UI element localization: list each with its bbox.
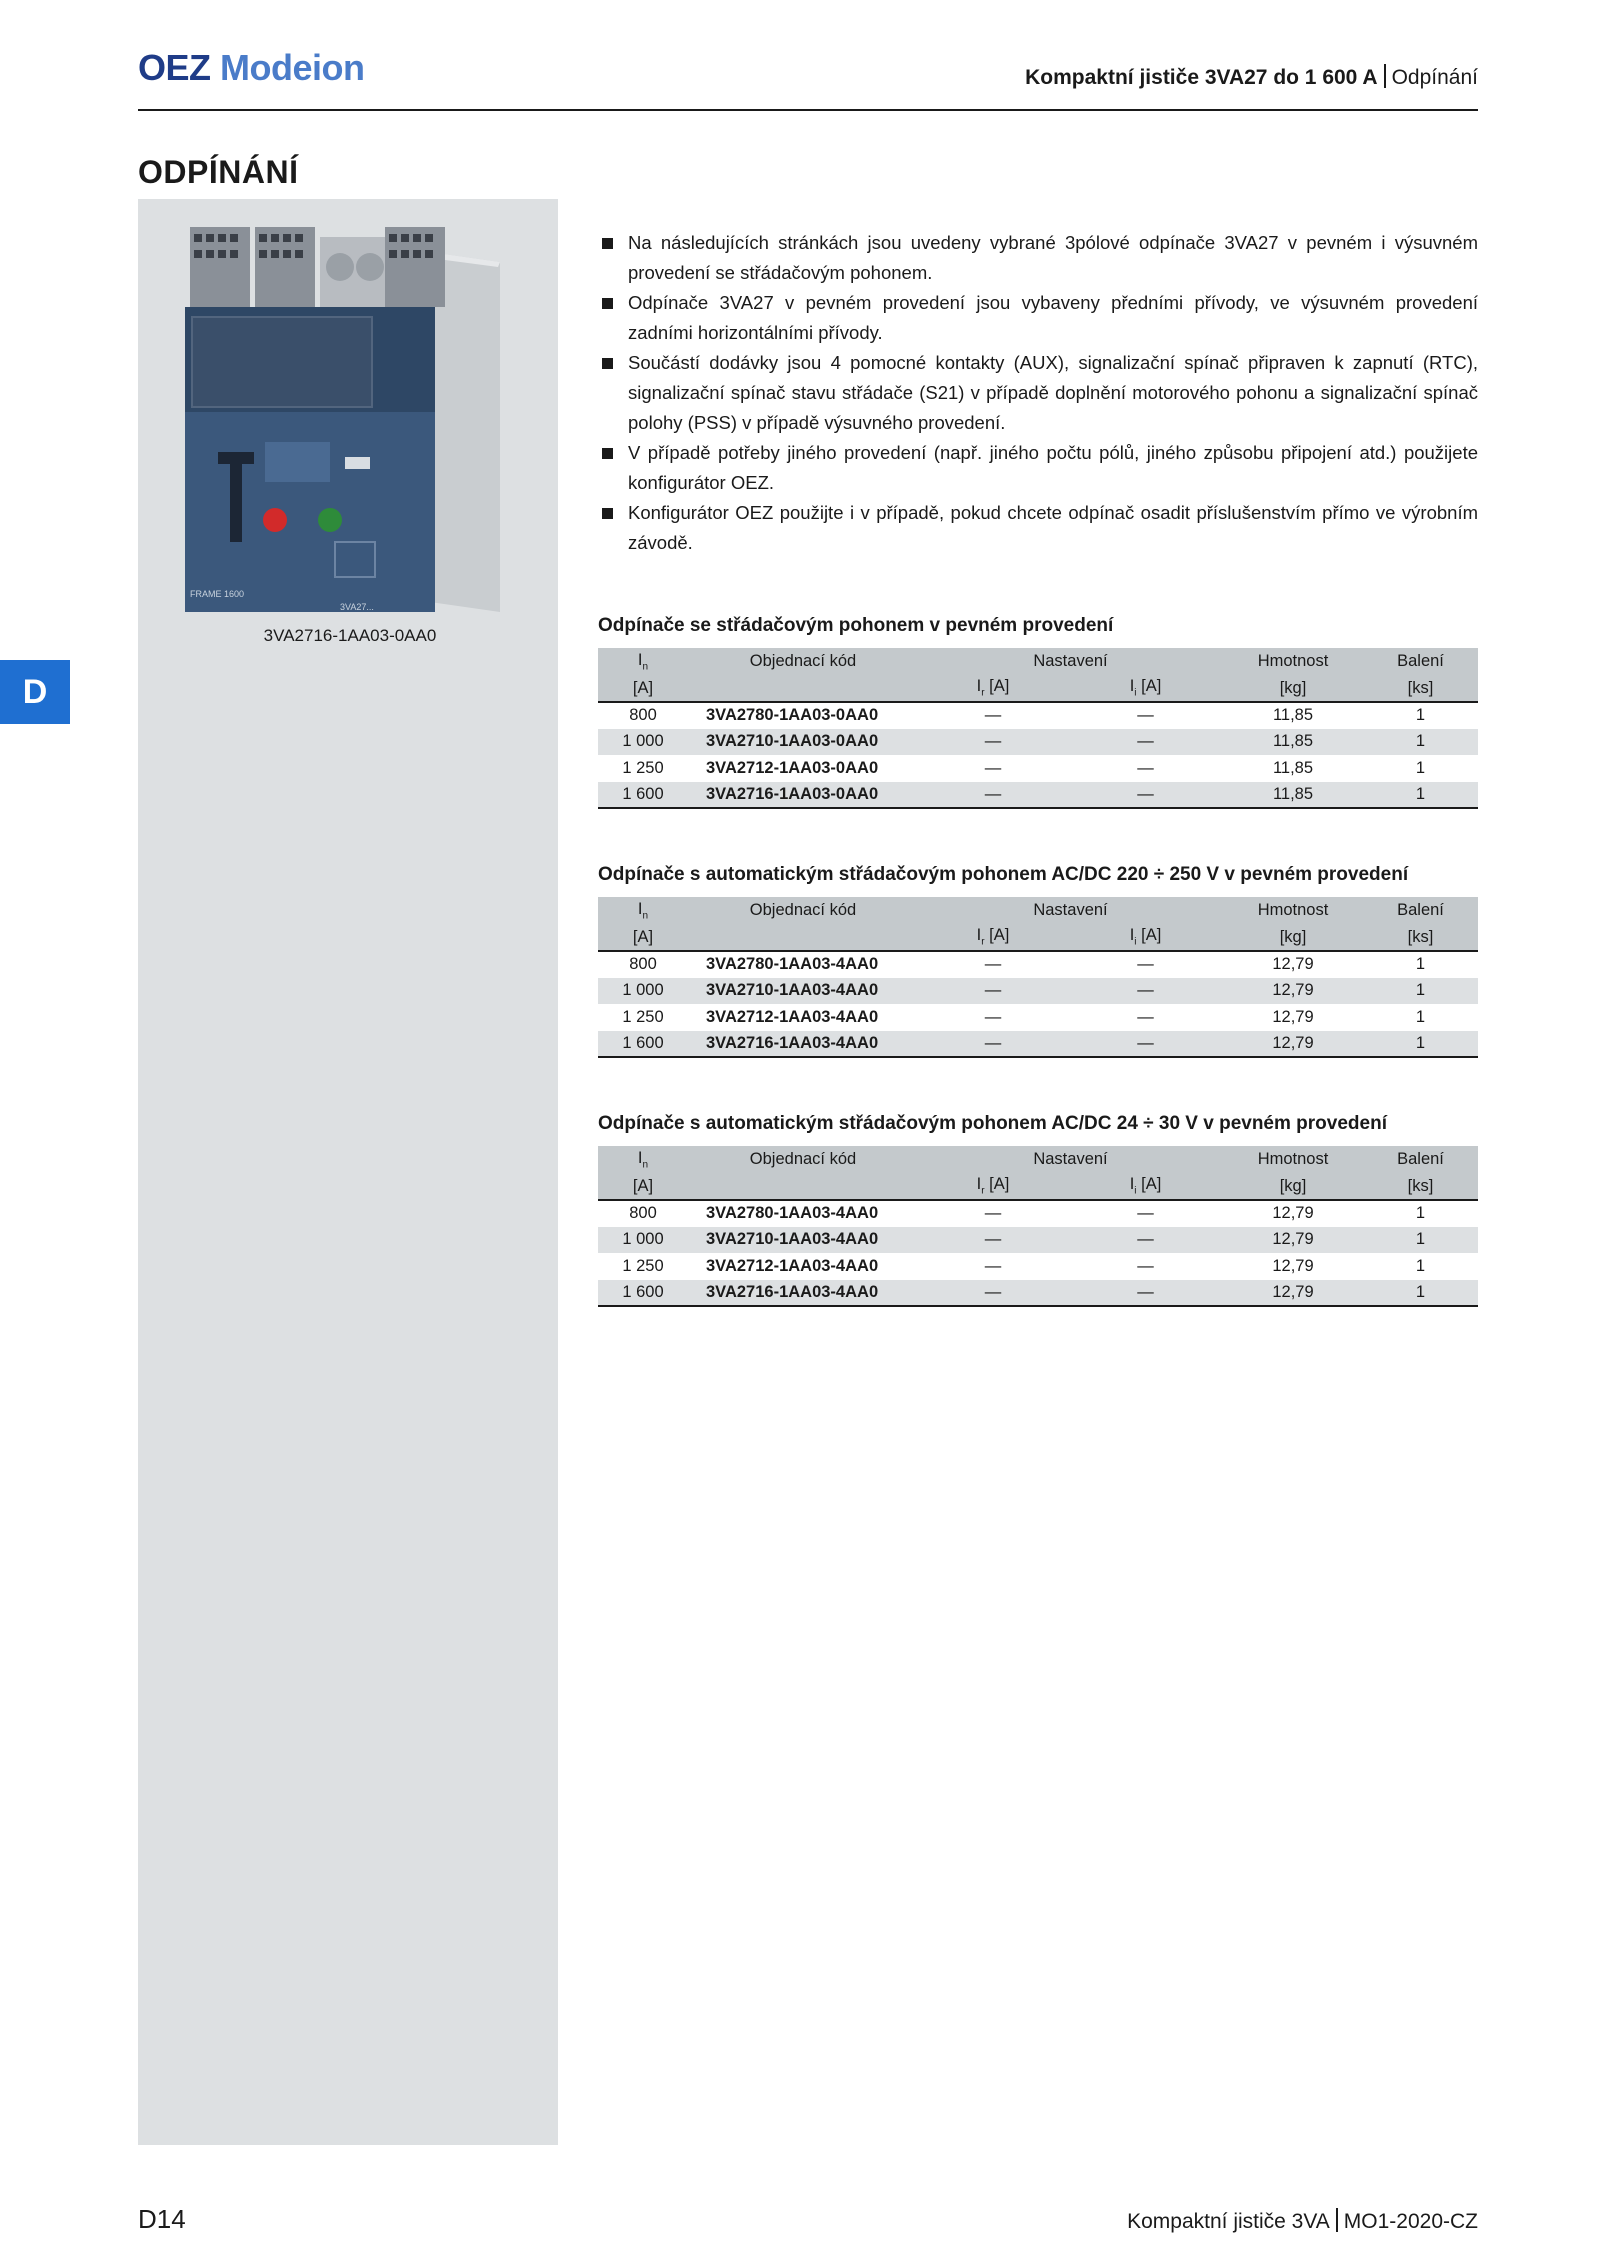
- bullet-item: [600, 438, 1478, 498]
- col-code-header: Objednací kód: [749, 652, 857, 670]
- cell-ir: —: [918, 1280, 1068, 1307]
- logo-brand: OEZ: [138, 47, 211, 88]
- col-weight-unit: [kg]: [1223, 1173, 1363, 1200]
- col-weight-header: Hmotnost: [1257, 652, 1329, 670]
- cell-ir: —: [984, 732, 1002, 751]
- cell-ii: —: [1137, 732, 1154, 751]
- table-row: [598, 782, 1478, 809]
- table-row: [598, 951, 1478, 978]
- table-title: Odpínače se střádačovým pohonem v pevném provedení: [598, 615, 1114, 636]
- cell-ir: —: [918, 1031, 1068, 1058]
- col-in-header: $I_n$: [637, 1148, 649, 1171]
- col-in-header: $I_n$: [637, 650, 649, 673]
- cell-weight: 11,85: [1272, 732, 1314, 751]
- square-bullet-icon: [602, 298, 613, 309]
- cell-pack: 1: [1415, 981, 1426, 1000]
- page-number: D14: [138, 2204, 186, 2234]
- col-ii-unit: $I_i$ [A]: [1068, 924, 1223, 951]
- cell-pack: 1: [1415, 955, 1426, 974]
- cell-ii: —: [1137, 706, 1154, 725]
- cell-pack: 1: [1415, 1007, 1426, 1026]
- cell-ii: —: [1137, 1256, 1154, 1275]
- bullet-text: Součástí dodávky jsou 4 pomocné kontakty (AUX), signalizační spínač připraven k zapnutí (RTC), signalizační spínač stavu střádače (S21) v případě doplnění motorového pohonu a signalizační spínač polohy (PSS) v případě výsuvného provedení.: [628, 352, 1478, 433]
- table-header-row: [598, 1146, 1478, 1173]
- cell-in: 1 000: [622, 732, 664, 751]
- cell-ir: —: [984, 1204, 1002, 1223]
- table-row: [598, 1227, 1478, 1254]
- cell-pack: 1: [1415, 732, 1426, 751]
- table-title: Odpínače s automatickým střádačovým pohonem AC/DC 220 ÷ 250 V v pevném provedení: [598, 864, 1409, 885]
- cell-pack: 1: [1415, 1230, 1426, 1249]
- cell-ii: —: [1068, 1031, 1223, 1058]
- cell-ir: —: [984, 706, 1002, 725]
- cell-ii: —: [1137, 758, 1154, 777]
- table-block-1: [598, 614, 1478, 809]
- cell-weight: 11,85: [1272, 758, 1314, 777]
- table-unit-row: [598, 675, 1478, 702]
- cell-pack: 1: [1415, 758, 1426, 777]
- table-row: [598, 702, 1478, 729]
- header-separator: [1384, 64, 1386, 88]
- cell-ir: —: [984, 981, 1002, 1000]
- circuit-breaker-image: [180, 222, 515, 617]
- bullet-item: [600, 288, 1478, 348]
- cell-in: 800: [629, 955, 657, 974]
- cell-in: 1 600: [598, 782, 688, 809]
- intro-bullet-list: [600, 228, 1478, 558]
- cell-pack: 1: [1363, 1280, 1478, 1307]
- logo-product: Modeion: [220, 47, 365, 88]
- cell-order-code: 3VA2712-1AA03-4AA0: [706, 1007, 879, 1026]
- square-bullet-icon: [602, 358, 613, 369]
- col-code-header: Objednací kód: [749, 901, 857, 919]
- cell-order-code: 3VA2780-1AA03-4AA0: [706, 1204, 879, 1223]
- cell-ii: —: [1137, 981, 1154, 1000]
- col-code-header: Objednací kód: [749, 1150, 857, 1168]
- cell-ir: —: [984, 955, 1002, 974]
- cell-weight: 12,79: [1272, 1204, 1314, 1223]
- table-unit-row: [598, 924, 1478, 951]
- cell-ii: —: [1137, 1007, 1154, 1026]
- table-block-2: [598, 863, 1478, 1058]
- bullet-item: [600, 348, 1478, 438]
- header-section: Odpínání: [1391, 66, 1478, 89]
- col-pack-header: Balení: [1397, 652, 1444, 670]
- footer-separator: [1336, 2208, 1338, 2232]
- table-row: [598, 1200, 1478, 1227]
- col-ir-unit: $I_r$ [A]: [918, 1173, 1068, 1200]
- oez-modeion-logo: [138, 47, 365, 88]
- cell-order-code: 3VA2712-1AA03-0AA0: [706, 758, 879, 777]
- col-code-unit: [688, 675, 918, 702]
- table-block-3: [598, 1112, 1478, 1307]
- bullet-item: [600, 498, 1478, 558]
- cell-order-code: 3VA2716-1AA03-4AA0: [688, 1031, 918, 1058]
- col-in-unit: [A]: [598, 924, 688, 951]
- col-in-unit: [A]: [598, 675, 688, 702]
- section-tab-d: D: [0, 660, 70, 724]
- cell-in: 800: [629, 706, 657, 725]
- cell-ir: —: [984, 1230, 1002, 1249]
- cell-pack: 1: [1363, 782, 1478, 809]
- col-ir-unit: $I_r$ [A]: [918, 675, 1068, 702]
- cell-weight: 12,79: [1272, 981, 1314, 1000]
- col-code-unit: [688, 924, 918, 951]
- cell-ir: —: [984, 758, 1002, 777]
- col-ii-unit: $I_i$ [A]: [1068, 675, 1223, 702]
- cell-weight: 12,79: [1272, 955, 1314, 974]
- col-weight-header: Hmotnost: [1257, 901, 1329, 919]
- table-header-row: [598, 648, 1478, 675]
- col-pack-unit: [ks]: [1363, 924, 1478, 951]
- table-row: [598, 729, 1478, 756]
- cell-order-code: 3VA2710-1AA03-4AA0: [706, 981, 879, 1000]
- col-weight-unit: [kg]: [1223, 924, 1363, 951]
- table-row: [598, 1004, 1478, 1031]
- cell-pack: 1: [1363, 1031, 1478, 1058]
- cell-weight: 12,79: [1272, 1007, 1314, 1026]
- cell-order-code: 3VA2712-1AA03-4AA0: [706, 1256, 879, 1275]
- svg-text:3VA27...: 3VA27...: [340, 602, 374, 612]
- cell-in: 1 000: [622, 1230, 664, 1249]
- cell-weight: 12,79: [1223, 1031, 1363, 1058]
- col-weight-unit: [kg]: [1223, 675, 1363, 702]
- footer-doc-name: Kompaktní jističe 3VA: [1127, 2210, 1330, 2233]
- cell-ii: —: [1068, 1280, 1223, 1307]
- cell-ii: —: [1137, 955, 1154, 974]
- square-bullet-icon: [602, 238, 613, 249]
- col-settings-header: Nastavení: [1033, 1150, 1108, 1168]
- cell-in: 800: [629, 1204, 657, 1223]
- header-rule: [138, 109, 1478, 111]
- table-row: [598, 1031, 1478, 1058]
- square-bullet-icon: [602, 508, 613, 519]
- table-row: [598, 978, 1478, 1005]
- product-table: [598, 1146, 1478, 1307]
- bullet-text: V případě potřeby jiného provedení (např. jiného počtu pólů, jiného způsobu připojení atd.) použijete konfigurátor OEZ.: [628, 442, 1478, 493]
- cell-weight: 12,79: [1223, 1280, 1363, 1307]
- cell-weight: 12,79: [1272, 1256, 1314, 1275]
- col-code-unit: [688, 1173, 918, 1200]
- cell-order-code: 3VA2780-1AA03-0AA0: [706, 706, 879, 725]
- col-in-header: $I_n$: [637, 899, 649, 922]
- footer-doc-code: MO1-2020-CZ: [1343, 2210, 1478, 2233]
- table-row: [598, 1280, 1478, 1307]
- cell-order-code: 3VA2780-1AA03-4AA0: [706, 955, 879, 974]
- col-pack-unit: [ks]: [1363, 1173, 1478, 1200]
- cell-in: 1 250: [622, 1256, 664, 1275]
- col-pack-header: Balení: [1397, 1150, 1444, 1168]
- cell-ir: —: [984, 1256, 1002, 1275]
- bullet-item: [600, 228, 1478, 288]
- header-doc-title: Kompaktní jističe 3VA27 do 1 600 A: [1025, 66, 1378, 89]
- cell-pack: 1: [1415, 1256, 1426, 1275]
- cell-in: 1 600: [598, 1031, 688, 1058]
- svg-text:FRAME 1600: FRAME 1600: [190, 589, 245, 599]
- table-row: [598, 755, 1478, 782]
- bullet-text: Odpínače 3VA27 v pevném provedení jsou vybaveny předními přívody, ve výsuvném provedení zadními horizontálními přívody.: [628, 292, 1478, 343]
- cell-pack: 1: [1415, 1204, 1426, 1223]
- cell-in: 1 600: [598, 1280, 688, 1307]
- table-unit-row: [598, 1173, 1478, 1200]
- product-table: [598, 648, 1478, 809]
- col-settings-header: Nastavení: [1033, 652, 1108, 670]
- cell-ir: —: [984, 1007, 1002, 1026]
- cell-order-code: 3VA2716-1AA03-0AA0: [688, 782, 918, 809]
- col-in-unit: [A]: [598, 1173, 688, 1200]
- cell-ii: —: [1137, 1230, 1154, 1249]
- table-title: Odpínače s automatickým střádačovým pohonem AC/DC 24 ÷ 30 V v pevném provedení: [598, 1113, 1387, 1134]
- running-header: [1025, 64, 1478, 88]
- square-bullet-icon: [602, 448, 613, 459]
- col-pack-header: Balení: [1397, 901, 1444, 919]
- col-pack-unit: [ks]: [1363, 675, 1478, 702]
- cell-weight: 11,85: [1272, 706, 1314, 725]
- table-row: [598, 1253, 1478, 1280]
- cell-pack: 1: [1415, 706, 1426, 725]
- cell-in: 1 250: [622, 1007, 664, 1026]
- cell-ii: —: [1068, 782, 1223, 809]
- cell-order-code: 3VA2716-1AA03-4AA0: [688, 1280, 918, 1307]
- cell-order-code: 3VA2710-1AA03-0AA0: [706, 732, 879, 751]
- product-caption: 3VA2716-1AA03-0AA0: [263, 626, 437, 645]
- bullet-text: Na následujících stránkách jsou uvedeny vybrané 3pólové odpínače 3VA27 v pevném i výsuvném provedení se střádačovým pohonem.: [628, 232, 1478, 283]
- col-settings-header: Nastavení: [1033, 901, 1108, 919]
- table-header-row: [598, 897, 1478, 924]
- product-table: [598, 897, 1478, 1058]
- cell-in: 1 250: [622, 758, 664, 777]
- bullet-text: Konfigurátor OEZ použijte i v případě, pokud chcete odpínač osadit příslušenstvím přímo ve výrobním závodě.: [628, 502, 1478, 553]
- col-ir-unit: $I_r$ [A]: [918, 924, 1068, 951]
- col-weight-header: Hmotnost: [1257, 1150, 1329, 1168]
- cell-in: 1 000: [622, 981, 664, 1000]
- running-footer: [1127, 2208, 1478, 2232]
- cell-ii: —: [1137, 1204, 1154, 1223]
- cell-ir: —: [918, 782, 1068, 809]
- col-ii-unit: $I_i$ [A]: [1068, 1173, 1223, 1200]
- cell-order-code: 3VA2710-1AA03-4AA0: [706, 1230, 879, 1249]
- page-title: ODPÍNÁNÍ: [138, 154, 299, 190]
- cell-weight: 11,85: [1223, 782, 1363, 809]
- cell-weight: 12,79: [1272, 1230, 1314, 1249]
